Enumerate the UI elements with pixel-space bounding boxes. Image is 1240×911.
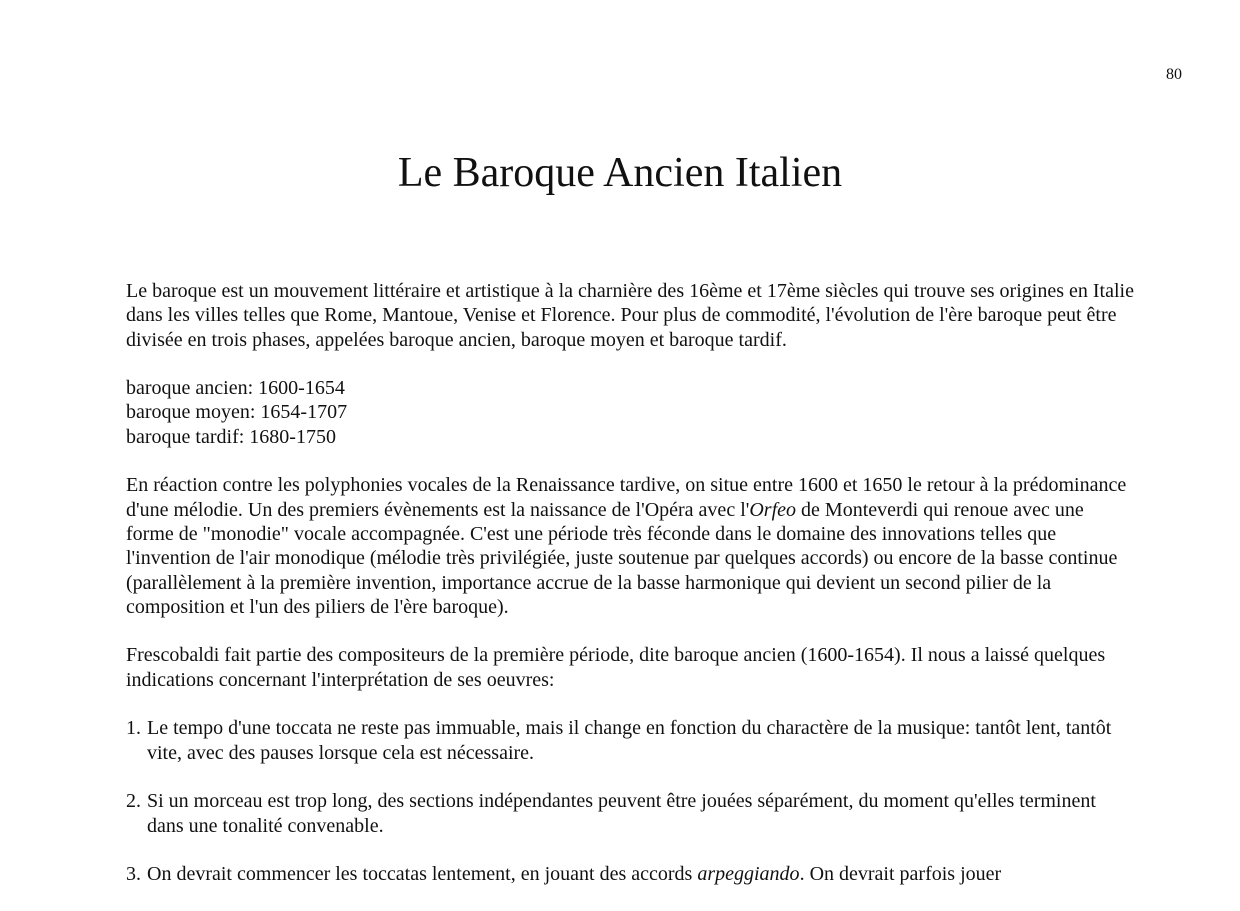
paragraph-gap <box>126 692 1136 716</box>
arpeggiando-emphasis: arpeggiando <box>697 863 800 886</box>
period-tardif: baroque tardif: 1680-1750 <box>126 425 336 448</box>
list-item-number: 3. <box>126 863 141 886</box>
list-item-text <box>147 862 1136 886</box>
page-number: 80 <box>1166 66 1182 83</box>
reaction-paragraph <box>126 473 1136 619</box>
list-item <box>126 716 1136 765</box>
list-item <box>126 789 1136 838</box>
list-item-number: 1. <box>126 717 141 740</box>
interpretation-rules-list <box>126 716 1136 886</box>
period-moyen: baroque moyen: 1654-1707 <box>126 401 348 424</box>
list-item-number: 2. <box>126 790 141 813</box>
document-body <box>126 279 1136 911</box>
list-item-text: Le tempo d'une toccata ne reste pas immuable, mais il change en fonction du charactère de la musique: tantôt lent, tantôt vite, avec des pauses lorsque cela est nécessaire. <box>147 717 1112 764</box>
reaction-text-start: En réaction contre les polyphonies vocales de la Renaissance tardive, on situe entre 1600 et 1650 le retour à la prédominance d'une mélodie. Un des premiers évènements est la naissance de l'Opéra avec l' <box>126 474 1127 521</box>
period-ancien: baroque ancien: 1600-1654 <box>126 377 345 400</box>
list-item-text: Si un morceau est trop long, des sections indépendantes peuvent être jouées séparément, du moment qu'elles terminent dans une tonalité convenable. <box>147 790 1096 837</box>
reaction-text-end: de Monteverdi qui renoue avec une forme de "monodie" vocale accompagnée. C'est une période très féconde dans le domaine des innovations telles que l'invention de l'air monodique (mélodie très privilégiée, juste soutenue par quelques accords) ou encore de la basse continue (parallèlement à la première invention, importance accrue de la basse harmonique qui devient un second pilier de la composition et l'un des piliers de l'ère baroque). <box>126 498 1118 618</box>
page-title: Le Baroque Ancien Italien <box>397 150 843 196</box>
rule-text-end: . On devrait parfois jouer <box>799 863 1002 886</box>
orfeo-emphasis: Orfeo <box>749 498 797 521</box>
list-item <box>126 862 1136 886</box>
paragraph-gap <box>126 352 1136 376</box>
baroque-periods-list <box>126 376 1136 449</box>
intro-paragraph: Le baroque est un mouvement littéraire et artistique à la charnière des 16ème et 17ème siècles qui trouve ses origines en Italie dans les villes telles que Rome, Mantoue, Venise et Florence. Pour plus de commodité, l'évolution de l'ère baroque peut être divisée en trois phases, appelées baroque ancien, baroque moyen et baroque tardif. <box>126 280 1134 351</box>
paragraph-gap <box>126 619 1136 643</box>
rule-text-start: On devrait commencer les toccatas lentement, en jouant des accords <box>147 863 698 886</box>
frescobaldi-paragraph: Frescobaldi fait partie des compositeurs de la première période, dite baroque ancien (1600-1654). Il nous a laissé quelques indications concernant l'interprétation de ses oeuvres: <box>126 644 1106 691</box>
paragraph-gap <box>126 449 1136 473</box>
